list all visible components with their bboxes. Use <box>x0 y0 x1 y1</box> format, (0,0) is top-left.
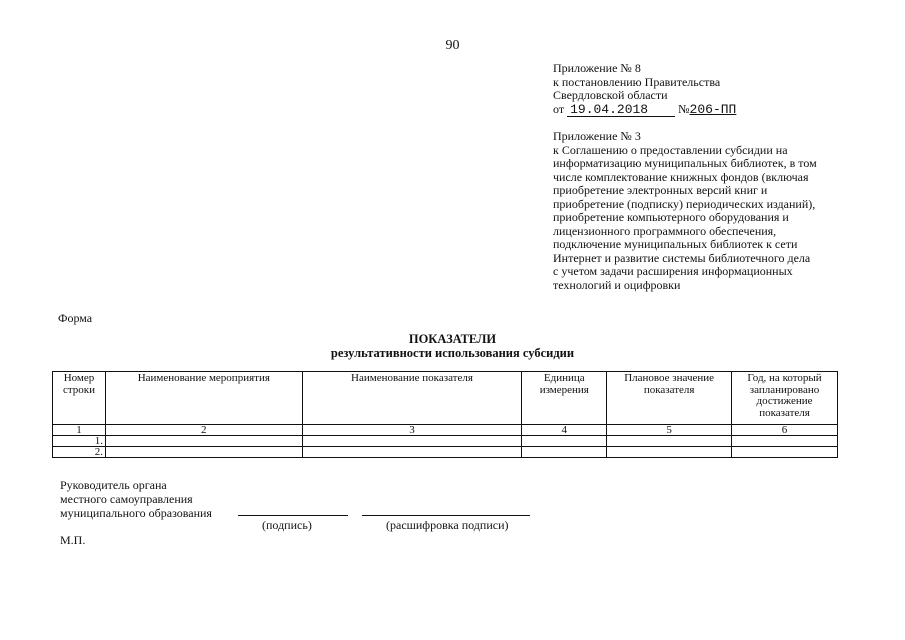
date-prefix: от <box>553 101 565 116</box>
agreement-line: приобретение электронных версий книг и <box>553 183 768 197</box>
agreement-line: с учетом задачи расширения информационных <box>553 264 793 278</box>
table-row <box>53 447 838 458</box>
agreement-line: лицензионного программного обеспечения, <box>553 223 777 238</box>
approval-date: 19.04.2018 <box>570 101 649 117</box>
signature-line <box>238 515 348 516</box>
column-header: Год, на который запланировано достижение показателя <box>732 372 838 425</box>
table-cell <box>607 436 732 447</box>
document-title <box>0 332 905 360</box>
approval-line: Свердловской области <box>553 88 668 102</box>
signer-block <box>60 478 212 520</box>
approval-block <box>553 62 736 117</box>
column-header: Наименование показателя <box>302 372 522 425</box>
subtitle-line: результативности использования субсидии <box>330 346 575 360</box>
decoding-caption: (расшифровка подписи) <box>386 518 509 532</box>
table-cell <box>522 436 607 447</box>
stamp-label: М.П. <box>60 533 86 547</box>
approval-line: к постановлению Правительства <box>553 74 721 89</box>
signer-line: местного самоуправления <box>60 492 193 506</box>
table-cell <box>732 436 838 447</box>
agreement-line: подключение муниципальных библиотек к сети <box>553 237 798 251</box>
approval-line: Приложение № 8 <box>553 61 641 75</box>
agreement-block <box>553 130 853 292</box>
signature-caption: (подпись) <box>262 518 312 532</box>
row-number: 2. <box>53 447 106 458</box>
agreement-line: Интернет и развитие системы библиотечного дела <box>553 250 811 265</box>
indicators-table <box>52 371 838 458</box>
agreement-heading: Приложение № 3 <box>553 129 641 143</box>
table-cell <box>302 447 522 458</box>
table-cell <box>607 447 732 458</box>
column-header: Наименование мероприятия <box>105 372 302 425</box>
column-number: 1 <box>53 425 106 436</box>
table-row <box>53 436 838 447</box>
column-number: 5 <box>607 425 732 436</box>
column-number: 6 <box>732 425 838 436</box>
signer-line: Руководитель органа <box>60 478 167 492</box>
agreement-line: информатизацию муниципальных библиотек, в том <box>553 156 817 170</box>
title-line: ПОКАЗАТЕЛИ <box>408 332 497 346</box>
agreement-line: к Соглашению о предоставлении субсидии на <box>553 142 788 157</box>
form-label: Форма <box>58 311 93 325</box>
table-cell <box>302 436 522 447</box>
table-cell <box>105 436 302 447</box>
agreement-line: приобретение (подписку) периодических изданий), <box>553 196 816 211</box>
date-underline <box>567 103 675 118</box>
column-header: Плановое значение показателя <box>607 372 732 425</box>
row-number: 1. <box>53 436 106 447</box>
approval-date-line <box>553 103 736 118</box>
column-number: 4 <box>522 425 607 436</box>
signer-line: муниципального образования <box>60 506 212 520</box>
column-number-row <box>53 425 838 436</box>
column-header: Номер строки <box>53 372 106 425</box>
agreement-line: технологий и оцифровки <box>553 277 681 292</box>
table-cell <box>522 447 607 458</box>
page-number: 90 <box>445 38 460 53</box>
table-header-row <box>53 372 838 425</box>
column-number: 2 <box>105 425 302 436</box>
table-cell <box>105 447 302 458</box>
approval-number: 206-ПП <box>689 101 737 117</box>
column-header: Единица измерения <box>522 372 607 425</box>
table-cell <box>732 447 838 458</box>
agreement-line: приобретение компьютерного оборудования и <box>553 210 789 224</box>
agreement-line: числе комплектование книжных фондов (включая <box>553 169 809 184</box>
number-prefix: № <box>678 101 690 116</box>
decoding-line <box>362 515 530 516</box>
column-number: 3 <box>302 425 522 436</box>
